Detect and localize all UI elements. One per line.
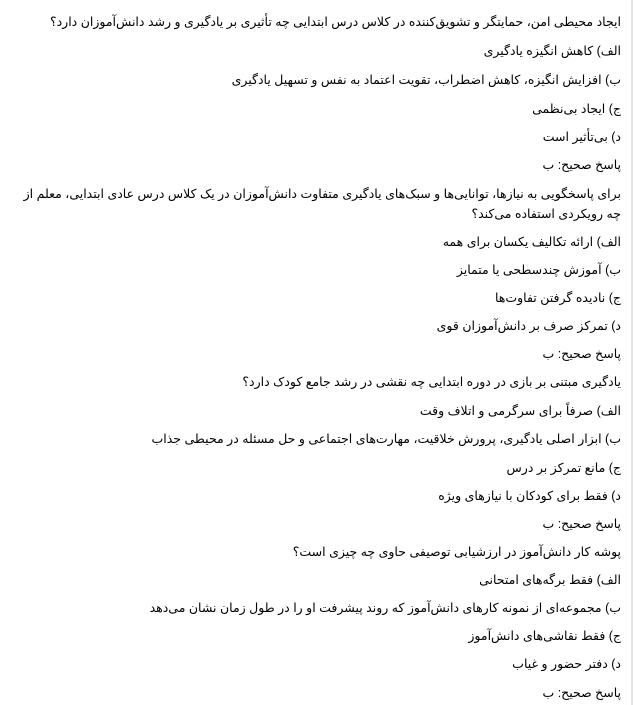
question-1-text: ایجاد محیطی امن، حمایتگر و تشویق‌کننده در کلاس درس ابتدایی چه تأثیری بر یادگیری و رشد دانش‌آموزان دارد؟ bbox=[49, 15, 621, 29]
question-3-option-b: ب) ابزار اصلی یادگیری، پرورش خلاقیت، مهارت‌های اجتماعی و حل مسئله در محیطی جذاب bbox=[151, 432, 621, 446]
question-4-answer: پاسخ صحیح: ب bbox=[542, 686, 621, 700]
question-1-option-a: الف) کاهش انگیزه یادگیری bbox=[483, 44, 621, 58]
question-4-option-c: ج) فقط نقاشی‌های دانش‌آموز bbox=[468, 629, 621, 643]
question-3-text: یادگیری مبتنی بر بازی در دوره ابتدایی چه نقشی در رشد جامع کودک دارد؟ bbox=[242, 375, 621, 389]
question-3-option-a: الف) صرفاً برای سرگرمی و اتلاف وقت bbox=[419, 404, 621, 418]
question-4-option-a: الف) فقط برگه‌های امتحانی bbox=[479, 573, 621, 587]
question-2-option-a: الف) ارائه تکالیف یکسان برای همه bbox=[442, 235, 621, 249]
question-1-option-d: د) بی‌تأثیر است bbox=[542, 130, 621, 144]
question-3-option-d: د) فقط برای کودکان با نیازهای ویژه bbox=[438, 489, 621, 503]
question-4-option-b: ب) مجموعه‌ای از نمونه کارهای دانش‌آموز که روند پیشرفت او را در طول زمان نشان می‌دهد bbox=[149, 601, 621, 615]
question-3-answer: پاسخ صحیح: ب bbox=[542, 517, 621, 531]
question-1-option-b: ب) افزایش انگیزه، کاهش اضطراب، تقویت اعتماد به نفس و تسهیل یادگیری bbox=[231, 73, 621, 87]
question-1-option-c: ج) ایجاد بی‌نظمی bbox=[532, 102, 621, 116]
question-2-option-b: ب) آموزش چندسطحی یا متمایز bbox=[456, 263, 621, 277]
question-2-option-d: د) تمرکز صرف بر دانش‌آموزان قوی bbox=[436, 319, 621, 333]
question-4-option-d: د) دفتر حضور و غیاب bbox=[512, 657, 621, 671]
question-3-option-c: ج) مانع تمرکز بر درس bbox=[506, 461, 621, 475]
question-2-text: برای پاسخگویی به نیازها، توانایی‌ها و سبک‌های یادگیری متفاوت دانش‌آموزان در یک کلاس درس عادی ابتدایی، معلم از چه رویکردی استفاده می‌کند؟ bbox=[23, 187, 621, 221]
question-2-answer: پاسخ صحیح: ب bbox=[542, 347, 621, 361]
question-2-option-c: ج) نادیده گرفتن تفاوت‌ها bbox=[494, 291, 621, 305]
question-4-text: پوشه کار دانش‌آموز در ارزشیابی توصیفی حاوی چه چیزی است؟ bbox=[292, 545, 621, 559]
question-1-answer: پاسخ صحیح: ب bbox=[542, 158, 621, 172]
